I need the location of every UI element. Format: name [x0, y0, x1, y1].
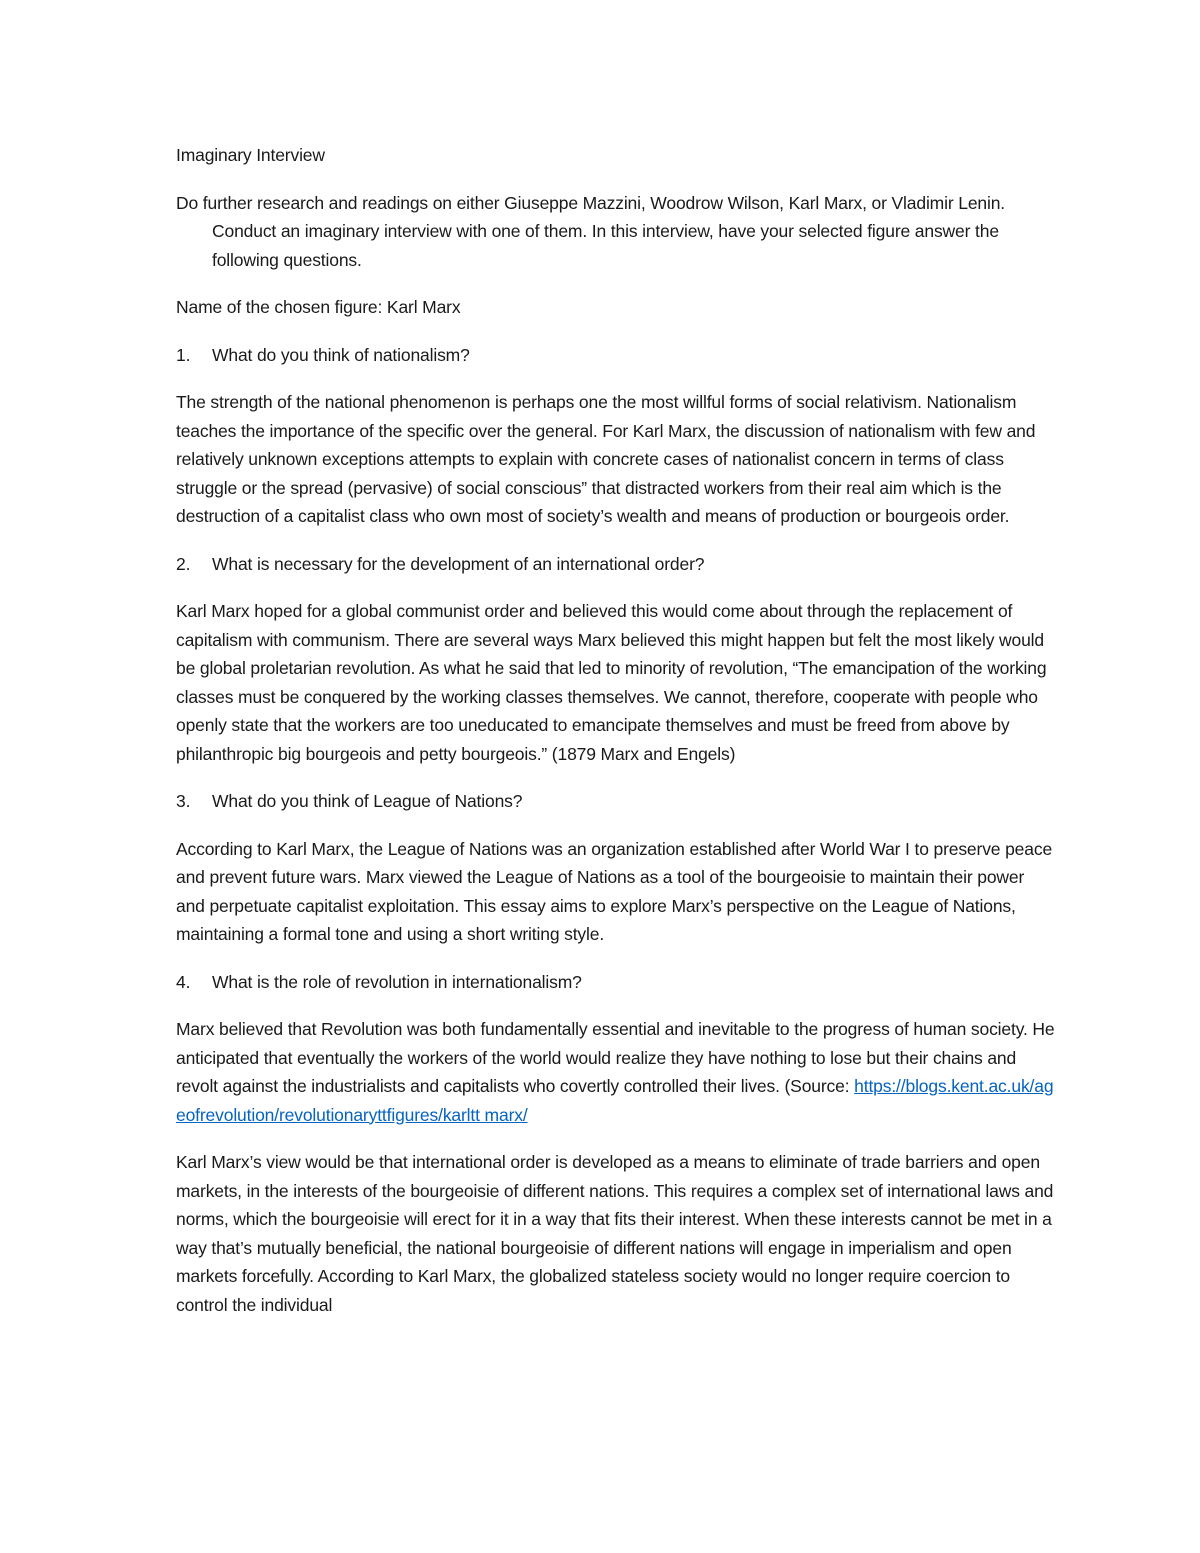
question-4: [176, 968, 1056, 997]
answer-4: [176, 1015, 1056, 1129]
closing-paragraph: Karl Marx’s view would be that international order is developed as a means to eliminate of trade barriers and open markets, in the interests of the bourgeoisie of different nations. This requires a complex set of international laws and norms, which the bourgeoisie will erect for it in a way that fits their interest. When these interests cannot be met in a way that’s mutually beneficial, the national bourgeoisie of different nations will engage in imperialism and open markets forcefully. According to Karl Marx, the globalized stateless society would no longer require coercion to control the individual: [176, 1152, 1054, 1315]
question-number: 4.: [176, 971, 191, 992]
question-1: [176, 341, 1056, 370]
question-text: What do you think of nationalism?: [212, 344, 470, 365]
chosen-figure-line: Name of the chosen figure: Karl Marx: [176, 297, 461, 317]
question-text: What do you think of League of Nations?: [212, 791, 523, 811]
question-text: What is the role of revolution in internationalism?: [212, 971, 582, 992]
answer-2: Karl Marx hoped for a global communist order and believed this would come about through the replacement of capitalism with communism. There are several ways Marx believed this might happen but felt the most likely would be global proletarian revolution. As what he said that led to minority of revolution, “The emancipation of the working classes must be conquered by the working classes themselves. We cannot, therefore, cooperate with people who openly state that the workers are too uneducated to emancipate themselves and must be freed from above by philanthropic big bourgeois and petty bourgeois.” (1879 Marx and Engels): [176, 601, 1047, 764]
answer-1: The strength of the national phenomenon is perhaps one the most willful forms of social relativism. Nationalism teaches the importance of the specific over the general. For Karl Marx, the discussion of nationalism with few and relatively unknown exceptions attempts to explain with concrete cases of nationalist concern in terms of class struggle or the spread (pervasive) of social conscious” that distracted workers from their real aim which is the destruction of a capitalist class who own most of society’s wealth and means of production or bourgeois order.: [176, 392, 1036, 526]
question-number: 2.: [176, 553, 191, 574]
document-body: [176, 141, 1056, 1338]
question-number: 3.: [176, 791, 191, 811]
answer-3: According to Karl Marx, the League of Nations was an organization established after World War I to preserve peace and prevent future wars. Marx viewed the League of Nations as a tool of the bourgeoisie to maintain their power and perpetuate capitalist exploitation. This essay aims to explore Marx’s perspective on the League of Nations, maintaining a formal tone and using a short writing style.: [176, 838, 1053, 944]
question-text: What is necessary for the development of an international order?: [212, 553, 705, 574]
question-2: [176, 550, 1056, 579]
source-link[interactable]: https://blogs.kent.ac.uk/ageofrevolution/revolutionaryttfigures/karltt marx/: [176, 1076, 1054, 1125]
question-number: 1.: [176, 344, 191, 365]
document-title: Imaginary Interview: [176, 145, 325, 165]
answer-4-text: Marx believed that Revolution was both fundamentally essential and inevitable to the progress of human society. He anticipated that eventually the workers of the world would realize they have nothing to lose but their chains and revolt against the industrialists and capitalists who covertly controlled their lives. (Source:: [176, 1019, 1055, 1096]
question-3: [176, 787, 1056, 816]
instructions-paragraph: Do further research and readings on either Giuseppe Mazzini, Woodrow Wilson, Karl Marx, or Vladimir Lenin. Conduct an imaginary interview with one of them. In this interview, have your selected figure answer the following questions.: [176, 192, 1006, 270]
